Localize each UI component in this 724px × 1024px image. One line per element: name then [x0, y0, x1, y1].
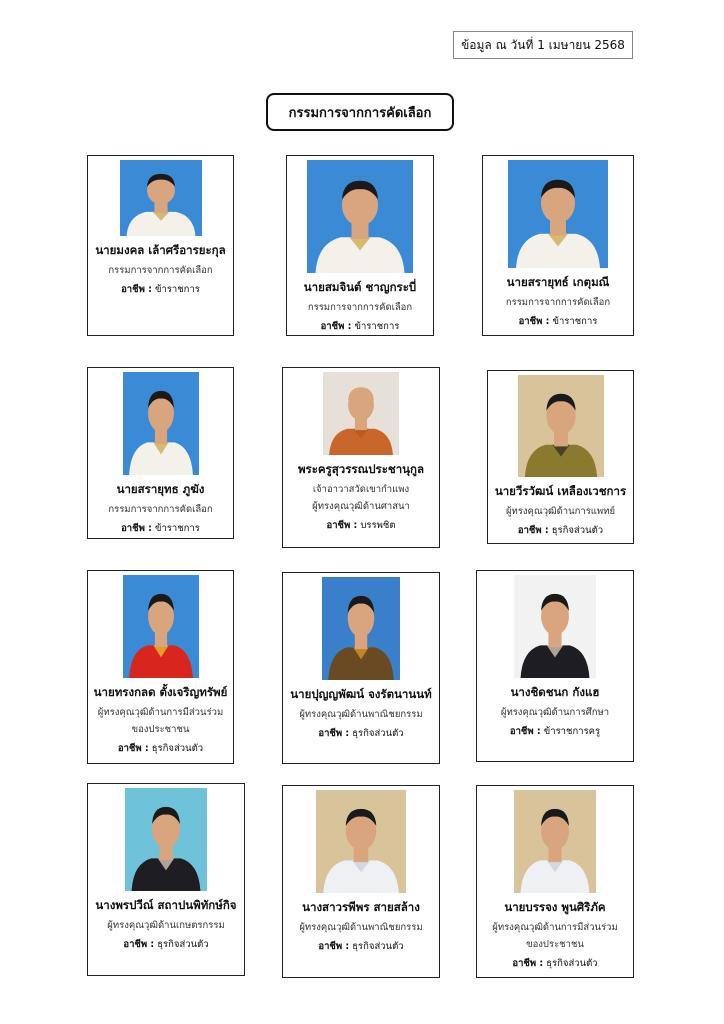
- member-card: [487, 370, 634, 544]
- member-photo: [307, 160, 413, 273]
- member-occupation: [121, 282, 200, 297]
- member-name: นายมงคล เล้าศรีอารยะกุล: [95, 243, 226, 257]
- member-position: ของประชาชน: [131, 723, 190, 735]
- occupation-value: ข้าราชการครู: [540, 725, 601, 737]
- member-position: ผู้ทรงคุณวุฒิด้านพาณิชยกรรม: [299, 709, 423, 720]
- occupation-label: อาชีพ :: [117, 742, 149, 754]
- page-title: กรรมการจากการคัดเลือก: [266, 93, 454, 131]
- member-occupation: [318, 939, 403, 954]
- member-card: [476, 570, 634, 762]
- occupation-value: ธุรกิจส่วนตัว: [548, 524, 604, 536]
- member-occupation: [321, 319, 400, 334]
- member-name: นายสมจินต์ ชาญกระบี่: [303, 280, 417, 294]
- member-position: ผู้ทรงคุณวุฒิด้านพาณิชยกรรม: [299, 922, 423, 933]
- member-photo: [514, 575, 596, 678]
- occupation-value: ข้าราชการ: [351, 320, 400, 332]
- member-occupation: [518, 523, 603, 538]
- occupation-label: อาชีพ :: [509, 725, 541, 737]
- member-occupation: [123, 937, 208, 952]
- member-occupation: [519, 314, 598, 329]
- member-card: [282, 572, 440, 764]
- occupation-value: ข้าราชการ: [151, 522, 200, 534]
- member-photo: [514, 790, 596, 893]
- member-name: นายบรรจง พูนศิริภัค: [504, 900, 606, 914]
- member-photo: [123, 575, 199, 678]
- occupation-label: อาชีพ :: [121, 283, 152, 295]
- member-name: นางพรปวีณ์ สถาปนพิทักษ์กิจ: [95, 898, 237, 912]
- occupation-value: บรรพชิต: [357, 519, 396, 531]
- member-card: [282, 785, 440, 978]
- member-photo: [123, 372, 199, 475]
- member-photo: [120, 160, 202, 236]
- member-position: ผู้ทรงคุณวุฒิด้านการแพทย์: [505, 506, 616, 517]
- member-position: เจ้าอาวาสวัดเขากำแพง: [312, 484, 410, 495]
- member-position: กรรมการจากการคัดเลือก: [108, 504, 213, 515]
- member-occupation: [510, 724, 600, 739]
- member-name: นางสาวรพีพร สายสล้าง: [302, 900, 420, 914]
- occupation-label: อาชีพ :: [326, 519, 358, 531]
- member-photo: [518, 375, 604, 477]
- member-photo: [322, 577, 400, 680]
- member-name: นางชิดชนก กังแฮ: [510, 685, 600, 699]
- occupation-label: อาชีพ :: [518, 315, 550, 327]
- occupation-label: อาชีพ :: [123, 938, 155, 950]
- member-position: ผู้ทรงคุณวุฒิด้านการมีส่วนร่วม: [97, 707, 224, 718]
- member-name: นายทรงกลด ตั้งเจริญทรัพย์: [93, 685, 228, 699]
- member-name: นายวีรวัฒน์ เหลืองเวชการ: [494, 484, 627, 498]
- member-occupation: [512, 956, 597, 971]
- member-photo: [316, 790, 406, 893]
- member-photo: [125, 788, 207, 891]
- member-card: [282, 367, 440, 548]
- occupation-value: ธุรกิจส่วนตัว: [349, 727, 404, 739]
- member-card: [482, 155, 634, 336]
- member-card: [286, 155, 434, 336]
- occupation-value: ข้าราชการ: [151, 283, 200, 295]
- member-name: พระครูสุวรรณประชานุกูล: [297, 462, 425, 476]
- member-position: ผู้ทรงคุณวุฒิด้านศาสนา: [312, 500, 410, 512]
- member-position: ผู้ทรงคุณวุฒิด้านการมีส่วนร่วม: [492, 922, 618, 933]
- occupation-label: อาชีพ :: [512, 957, 544, 969]
- member-name: นายสรายุทธ ภูฆัง: [116, 482, 205, 496]
- member-card: [87, 783, 245, 976]
- occupation-label: อาชีพ :: [318, 940, 350, 952]
- occupation-label: อาชีพ :: [318, 727, 350, 739]
- occupation-value: ธุรกิจส่วนตัว: [543, 957, 598, 969]
- member-occupation: [118, 741, 203, 756]
- member-position: ของประชาชน: [526, 938, 584, 950]
- occupation-label: อาชีพ :: [121, 522, 152, 534]
- member-occupation: [121, 521, 200, 536]
- member-position: กรรมการจากการคัดเลือก: [505, 297, 611, 308]
- member-position: ผู้ทรงคุณวุฒิด้านเกษตรกรรม: [107, 920, 225, 931]
- member-name: นายปุญญพัฒน์ จงรัตนานนท์: [290, 687, 432, 701]
- member-occupation: [327, 518, 396, 533]
- member-occupation: [318, 726, 403, 741]
- occupation-label: อาชีพ :: [320, 320, 352, 332]
- member-card: [87, 155, 234, 336]
- occupation-value: ธุรกิจส่วนตัว: [154, 938, 209, 950]
- occupation-value: ธุรกิจส่วนตัว: [148, 742, 204, 754]
- occupation-value: ธุรกิจส่วนตัว: [349, 940, 404, 952]
- member-card: [87, 367, 234, 539]
- member-card: [476, 785, 634, 978]
- member-position: กรรมการจากการคัดเลือก: [108, 265, 213, 276]
- date-note: ข้อมูล ณ วันที่ 1 เมษายน 2568: [453, 31, 633, 59]
- member-position: กรรมการจากการคัดเลือก: [307, 302, 413, 313]
- member-name: นายสรายุทธ์ เกตุมณี: [506, 275, 610, 289]
- member-photo: [323, 372, 399, 455]
- occupation-label: อาชีพ :: [517, 524, 549, 536]
- member-photo: [508, 160, 608, 268]
- member-position: ผู้ทรงคุณวุฒิด้านการศึกษา: [500, 707, 610, 718]
- occupation-value: ข้าราชการ: [549, 315, 598, 327]
- member-card: [87, 570, 234, 764]
